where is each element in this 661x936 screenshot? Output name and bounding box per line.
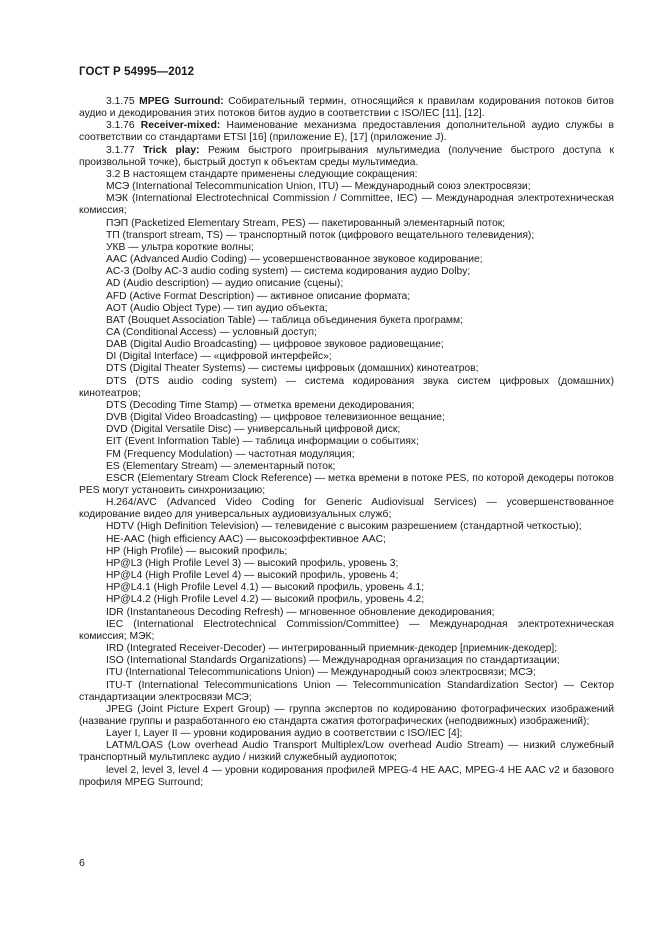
abbreviation-item: DVD (Digital Versatile Disc) — универсальный цифровой диск;: [106, 424, 401, 436]
abbreviation-item: AD (Audio description) — аудио описание (сцены);: [106, 278, 344, 290]
abbreviation-item: AC-3 (Dolby AC-3 audio coding system) — система кодирования аудио Dolby;: [106, 266, 471, 278]
definition-item: [79, 96, 614, 120]
definition-item: [79, 120, 614, 144]
section-intro: 3.2 В настоящем стандарте применены следующие сокращения:: [106, 168, 418, 180]
abbreviation-item: DTS (Decoding Time Stamp) — отметка времени декодирования;: [106, 399, 415, 411]
abbreviation-item: УКВ — ультра короткие волны;: [106, 241, 254, 253]
abbreviation-item: ES (Elementary Stream) — элементарный поток;: [106, 460, 336, 472]
abbreviation-item: AFD (Active Format Description) — активное описание формата;: [106, 290, 411, 302]
document-body: [79, 96, 614, 789]
abbreviation-item: EIT (Event Information Table) — таблица информации о событиях;: [106, 436, 419, 448]
abbreviation-item: ПЭП (Packetized Elementary Stream, PES) — пакетированный элементарный поток;: [106, 217, 506, 229]
definition-number: 3.1.77: [106, 144, 135, 156]
abbreviation-item: IRD (Integrated Receiver-Decoder) — интегрированный приемник-декодер [приемник-декодер];: [106, 643, 558, 655]
abbreviation-item: HP (High Profile) — высокий профиль;: [106, 545, 288, 557]
abbreviation-item: ITU-T (International Telecommunications Union — Telecommunication Standardization Sector) — Сектор стандартизации электросвязи МСЭ;: [79, 679, 614, 703]
abbreviation-item: level 2, level 3, level 4 — уровни кодирования профилей MPEG-4 HE AAC, MPEG-4 HE AAC v2 и базового профиля MPEG Surround;: [79, 764, 614, 788]
abbreviations-list: [79, 181, 614, 789]
abbreviation-item: МЭК (International Electrotechnical Commission / Committee, IEC) — Международная электротехническая комиссия;: [79, 193, 614, 217]
definition-item: [79, 145, 614, 169]
definition-term: MPEG Surround:: [139, 96, 224, 107]
abbreviation-item: FM (Frequency Modulation) — частотная модуляция;: [106, 448, 355, 460]
abbreviation-item: DTS (DTS audio coding system) — система кодирования звука систем цифровых (домашних) кинотеатров;: [79, 375, 614, 399]
abbreviation-item: CA (Conditional Access) — условный доступ;: [106, 326, 317, 338]
abbreviation-item: BAT (Bouquet Association Table) — таблица объединения букета программ;: [106, 314, 463, 326]
definition-term: Receiver-mixed:: [140, 120, 221, 132]
definition-text: Наименование механизма предоставления дополнительной аудио службы в соответствии со стандартами ETSI [16] (приложение E), [17] (приложение J).: [79, 120, 614, 144]
abbreviation-item: ISO (International Standards Organizations) — Международная организация по стандартизации;: [106, 655, 560, 667]
abbreviation-item: DTS (Digital Theater Systems) — системы цифровых (домашних) кинотеатров;: [106, 363, 479, 375]
abbreviation-item: HE-AAC (high efficiency AAC) — высокоэффективное AAC;: [106, 533, 386, 545]
abbreviation-item: МСЭ (International Telecommunication Union, ITU) — Международный союз электросвязи;: [106, 181, 531, 193]
definition-number: 3.1.76: [106, 120, 135, 132]
abbreviation-item: IDR (Instantaneous Decoding Refresh) — мгновенное обновление декодирования;: [106, 606, 495, 618]
abbreviation-item: Layer I, Layer II — уровни кодирования аудио в соответствии с ISO/IEC [4];: [106, 728, 463, 740]
definitions-list: [79, 96, 614, 169]
abbreviation-item: HP@L4 (High Profile Level 4) — высокий профиль, уровень 4;: [106, 570, 399, 582]
abbreviation-item: ESCR (Elementary Stream Clock Reference) — метка времени в потоке PES, по которой декодеры потоков PES могут установить синхронизацию;: [79, 472, 614, 496]
definition-term: Trick play:: [143, 144, 200, 156]
abbreviation-item: HDTV (High Definition Television) — телевидение с высоким разрешением (стандартной четкостью);: [106, 521, 582, 533]
abbreviation-item: ТП (transport stream, TS) — транспортный поток (цифрового вещательного телевидения);: [106, 229, 535, 241]
abbreviation-item: IEC (International Electrotechnical Commission/Committee) — Международная электротехническая комиссия; МЭК;: [79, 618, 614, 642]
definition-text: Собирательный термин, относящийся к правилам кодирования потоков битов аудио и декодирования этих потоков битов аудио в соответствии с ISO/IEC [11], [12].: [79, 96, 614, 120]
abbreviation-item: DI (Digital Interface) — «цифровой интерфейс»;: [106, 351, 332, 363]
abbreviation-item: HP@L3 (High Profile Level 3) — высокий профиль, уровень 3;: [106, 557, 399, 569]
abbreviation-item: JPEG (Joint Picture Expert Group) — группа экспертов по кодированию фотографических изображений (название группы и разработанного ею стандарта сжатия фотографических (неподвижных) изображений);: [79, 703, 614, 727]
abbreviation-item: H.264/AVC (Advanced Video Coding for Generic Audiovisual Services) — усовершенствованное кодирование видео для универсальных аудиовизуальных служб;: [79, 497, 614, 521]
page-number: 6: [79, 857, 85, 869]
abbreviation-item: AAC (Advanced Audio Coding) — усовершенствованное звуковое кодирование;: [106, 254, 483, 266]
abbreviation-item: AOT (Audio Object Type) — тип аудио объекта;: [106, 302, 328, 314]
abbreviation-item: HP@L4.2 (High Profile Level 4.2) — высокий профиль, уровень 4.2;: [106, 594, 425, 606]
abbreviation-item: HP@L4.1 (High Profile Level 4.1) — высокий профиль, уровень 4.1;: [106, 582, 425, 594]
definition-number: 3.1.75: [106, 96, 135, 107]
abbreviation-item: DVB (Digital Video Broadcasting) — цифровое телевизионное вещание;: [106, 412, 445, 424]
abbreviation-item: LATM/LOAS (Low overhead Audio Transport Multiplex/Low overhead Audio Stream) — низкий служебный транспортный мультиплекс аудио / низкий служебный аудиопоток;: [79, 740, 614, 764]
document-header: ГОСТ Р 54995—2012: [79, 66, 195, 78]
definition-text: Режим быстрого проигрывания мультимедиа (получение быстрого доступа к произвольной точке), быстрый доступ к объектам среды мультимедиа.: [79, 144, 614, 168]
abbreviation-item: DAB (Digital Audio Broadcasting) — цифровое звуковое радиовещание;: [106, 339, 444, 351]
abbreviation-item: ITU (International Telecommunications Union) — Международный союз электросвязи; МСЭ;: [106, 667, 536, 679]
